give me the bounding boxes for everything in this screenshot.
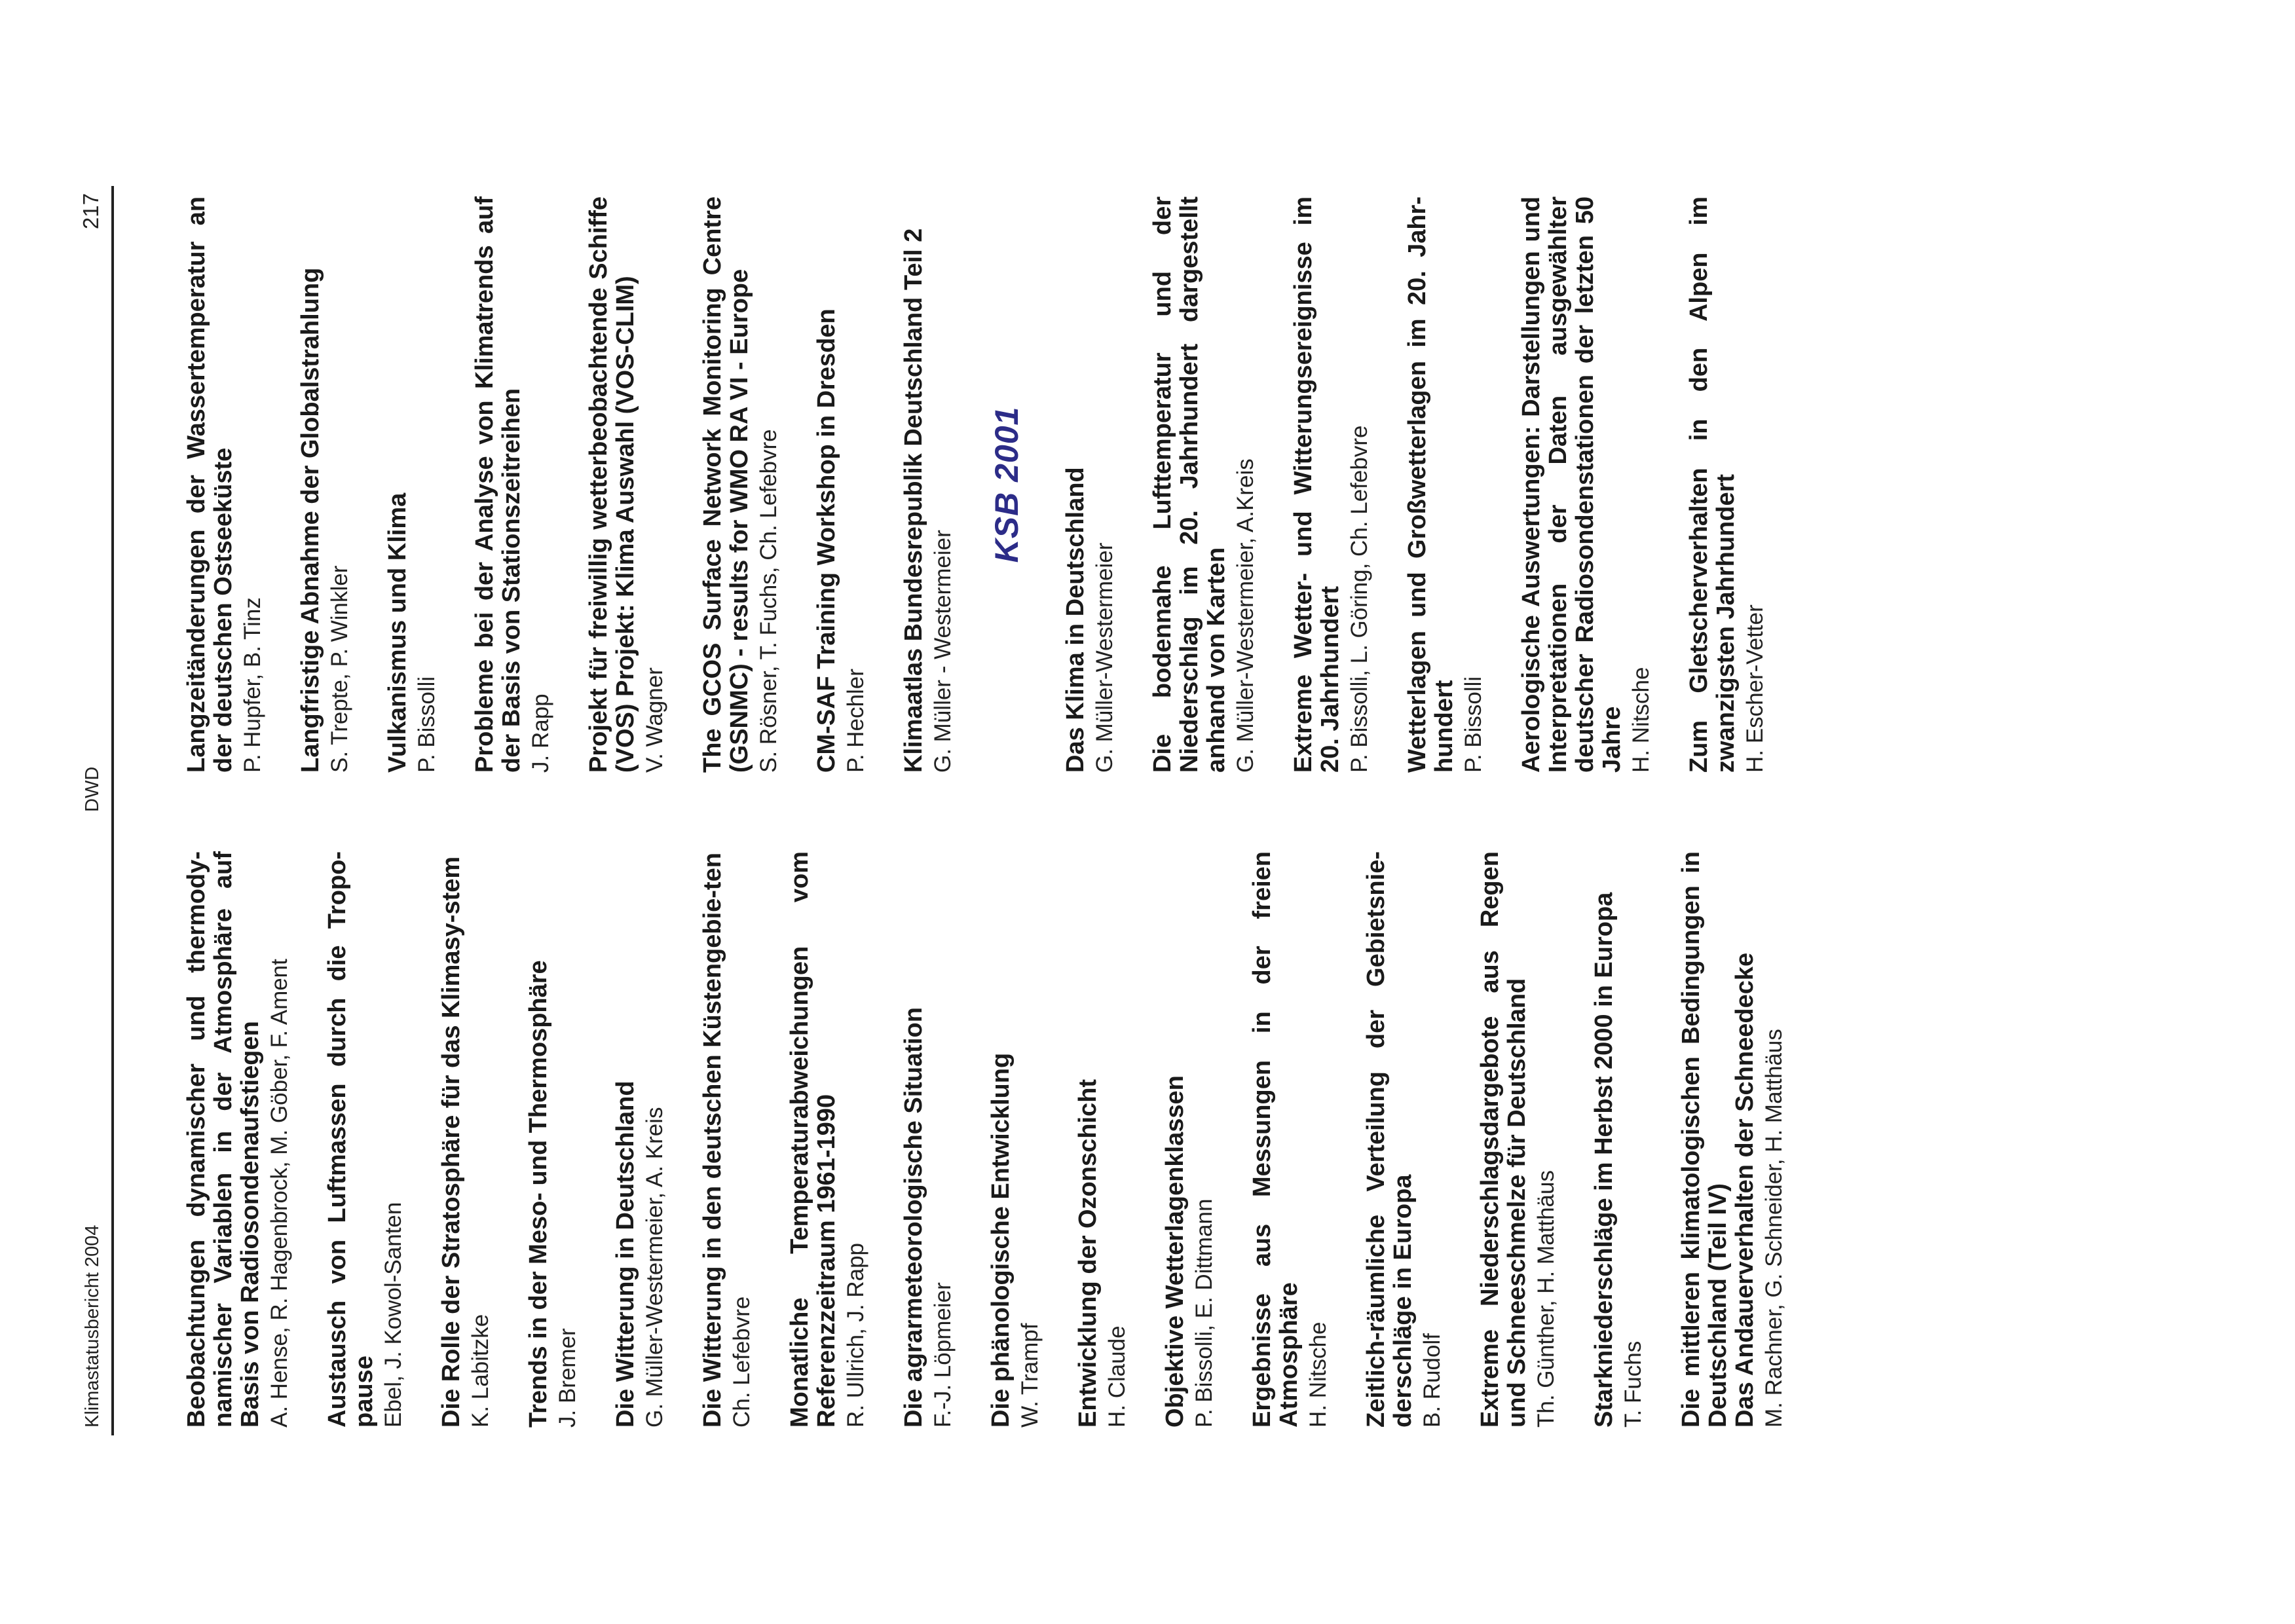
entry-title: Die bodennahe Lufttemperatur und der Niederschlag im 20. Jahrhundert dargestellt anhand von Karten [1149,196,1230,773]
entry-authors: J. Bremer [555,1328,580,1428]
entry-authors: R. Ullrich, J. Rapp [843,1242,868,1428]
right-column [183,196,1800,773]
list-item [324,851,407,1428]
entry-authors: T. Fuchs [1620,1340,1646,1428]
list-item [525,851,581,1428]
entry-title: Die Witterung in Deutschland [612,1080,639,1428]
entry-authors: F.-J. Löpmeier [930,1282,956,1428]
list-item [1363,851,1446,1428]
entry-authors: H. Nitsche [1628,667,1654,773]
list-item [1162,851,1218,1428]
entry-title: Die Witterung in den deutschen Küstengebie-ten [699,853,726,1428]
entry-title: Langzeitänderungen der Wassertemperatur an der deutschen Ostseeküste [183,196,237,773]
list-item [472,196,554,773]
entry-title: Austausch von Luftmassen durch die Tropo-pause [324,851,378,1428]
list-item [700,196,782,773]
list-item [183,196,266,773]
list-item [384,196,440,773]
list-item [1477,851,1559,1428]
entry-authors: B. Rudolf [1419,1333,1445,1428]
entry-title: Zeitlich-räumliche Verteilung der Gebietsnie-derschläge in Europa [1362,851,1417,1428]
list-item [901,196,956,773]
left-column [183,851,1819,1428]
running-header-title: Klimastatusbericht 2004 [82,1225,103,1428]
entry-title: Klimaatlas Bundesrepublik Deutschland Teil 2 [900,228,927,773]
entry-authors: G. Müller - Westermeier [930,530,956,773]
entry-title: Monatliche Temperaturabweichungen vom Referenzzeitraum 1961-1990 [786,851,840,1428]
entry-authors: H. Claude [1104,1325,1130,1428]
entry-title: Langfristige Abnahme der Globalstrahlung [297,267,324,773]
list-item [988,851,1043,1428]
entry-title: Ergebnisse aus Messungen in der freien Atmosphäre [1248,851,1303,1428]
entry-title: Objektive Wetterlagenklassen [1161,1075,1189,1428]
entry-authors: M. Rachner, G. Schneider, H. Matthäus [1761,1029,1787,1428]
entry-title: Vulkanismus und Klima [384,492,411,773]
list-item [586,196,668,773]
entry-title: Trends in der Meso- und Thermosphäre [525,960,552,1428]
entry-title: Die mittleren klimatologischen Bedingungen in Deutschland (Teil IV) Das Andauerverhalten der Schneedecke [1677,851,1759,1428]
list-item [612,851,668,1428]
entry-authors: P. Hechler [843,669,868,773]
entry-title: The GCOS Surface Network Monitoring Centre (GSNMC) - results for WMO RA VI - Europe [699,196,753,773]
entry-title: Extreme Wetter- und Witterungsereignisse im 20. Jahrhundert [1290,196,1344,773]
entry-authors: G. Müller-Westermeier, A. Kreis [642,1107,667,1428]
entry-authors: P. Bissolli, E. Dittmann [1191,1198,1217,1428]
entry-title: Entwicklung der Ozonschicht [1074,1079,1102,1428]
entry-title: Beobachtungen dynamischer und thermody-namischer Variablen in der Atmosphäre auf Basis von Radiosondenaufstiegen [183,851,264,1428]
entry-authors: P. Bissolli [1461,676,1486,773]
entry-title: Die phänologische Entwicklung [987,1052,1015,1428]
entry-authors: P. Bissolli, L. Göring, Ch. Lefebvre [1347,425,1372,773]
list-item [438,851,494,1428]
list-item [1062,196,1118,773]
entry-title: Die agrarmeteorologische Situation [900,1007,927,1428]
entry-authors: K. Labitzke [468,1314,493,1428]
section-heading: KSB 2001 [988,406,1025,563]
entry-title: Das Klima in Deutschland [1062,467,1089,773]
list-item [787,851,869,1428]
entry-authors: Ebel, J. Kowol-Santen [381,1202,406,1428]
list-item [1404,196,1487,773]
list-item [1249,851,1332,1428]
running-header-publisher: DWD [82,766,103,812]
entry-title: Wetterlagen und Großwetterlagen im 20. Jahr-hundert [1404,196,1458,773]
entry-title: Probleme bei der Analyse von Klimatrends auf der Basis von Stationszeitreihen [471,196,525,773]
entry-authors: S. Rösner, T. Fuchs, Ch. Lefebvre [756,429,781,773]
entry-authors: Ch. Lefebvre [729,1296,755,1428]
entry-title: Zum Gletscherverhalten in den Alpen im zwanzigsten Jahrhundert [1685,196,1740,773]
entry-authors: J. Rapp [528,693,553,773]
list-item [1075,851,1130,1428]
entry-title: Starkniederschläge im Herbst 2000 in Europa [1590,892,1618,1428]
list-item [813,196,869,773]
entry-authors: V. Wagner [642,667,667,773]
entry-authors: P. Bissolli [414,676,439,773]
entry-authors: G. Müller-Westermeier, A.Kreis [1233,458,1258,773]
header-rule [111,186,114,1435]
list-item [297,196,353,773]
entry-authors: W. Trampf [1017,1323,1043,1428]
list-item [1290,196,1373,773]
list-item [1686,196,1768,773]
list-item [183,851,293,1428]
list-item [1678,851,1787,1428]
list-item [1518,196,1654,773]
entry-title: Die Rolle der Stratosphäre für das Klimasy-stem [438,856,465,1428]
entry-authors: P. Hupfer, B. Tinz [240,597,265,773]
entry-title: Extreme Niederschlagsdargebote aus Regen und Schneeschmelze für Deutschland [1476,851,1531,1428]
entry-authors: A. Hense, R. Hagenbrock, M. Göber, F. Ament [267,959,292,1428]
entry-title: Aerologische Auswertungen: Darstellungen und Interpretationen der Daten ausgewählter deutscher Radiosondenstationen der letzten 50 Jahre [1518,196,1626,773]
entry-authors: H. Escher-Vetter [1742,604,1768,773]
entry-authors: H. Nitsche [1305,1321,1331,1428]
list-item [901,851,956,1428]
list-item [1591,851,1647,1428]
page-number: 217 [79,193,103,230]
entry-authors: G. Müller-Westermeier [1092,542,1117,773]
entry-authors: S. Trepte, P. Winkler [327,565,352,773]
list-item [700,851,755,1428]
list-item [1149,196,1259,773]
entry-title: CM-SAF Training Workshop in Dresden [813,308,840,773]
entry-title: Projekt für freiwillig wetterbeobachtende Schiffe (VOS) Projekt: Klima Auswahl (VOS-CLIM) [585,196,639,773]
entry-authors: Th. Günther, H. Matthäus [1533,1170,1559,1428]
